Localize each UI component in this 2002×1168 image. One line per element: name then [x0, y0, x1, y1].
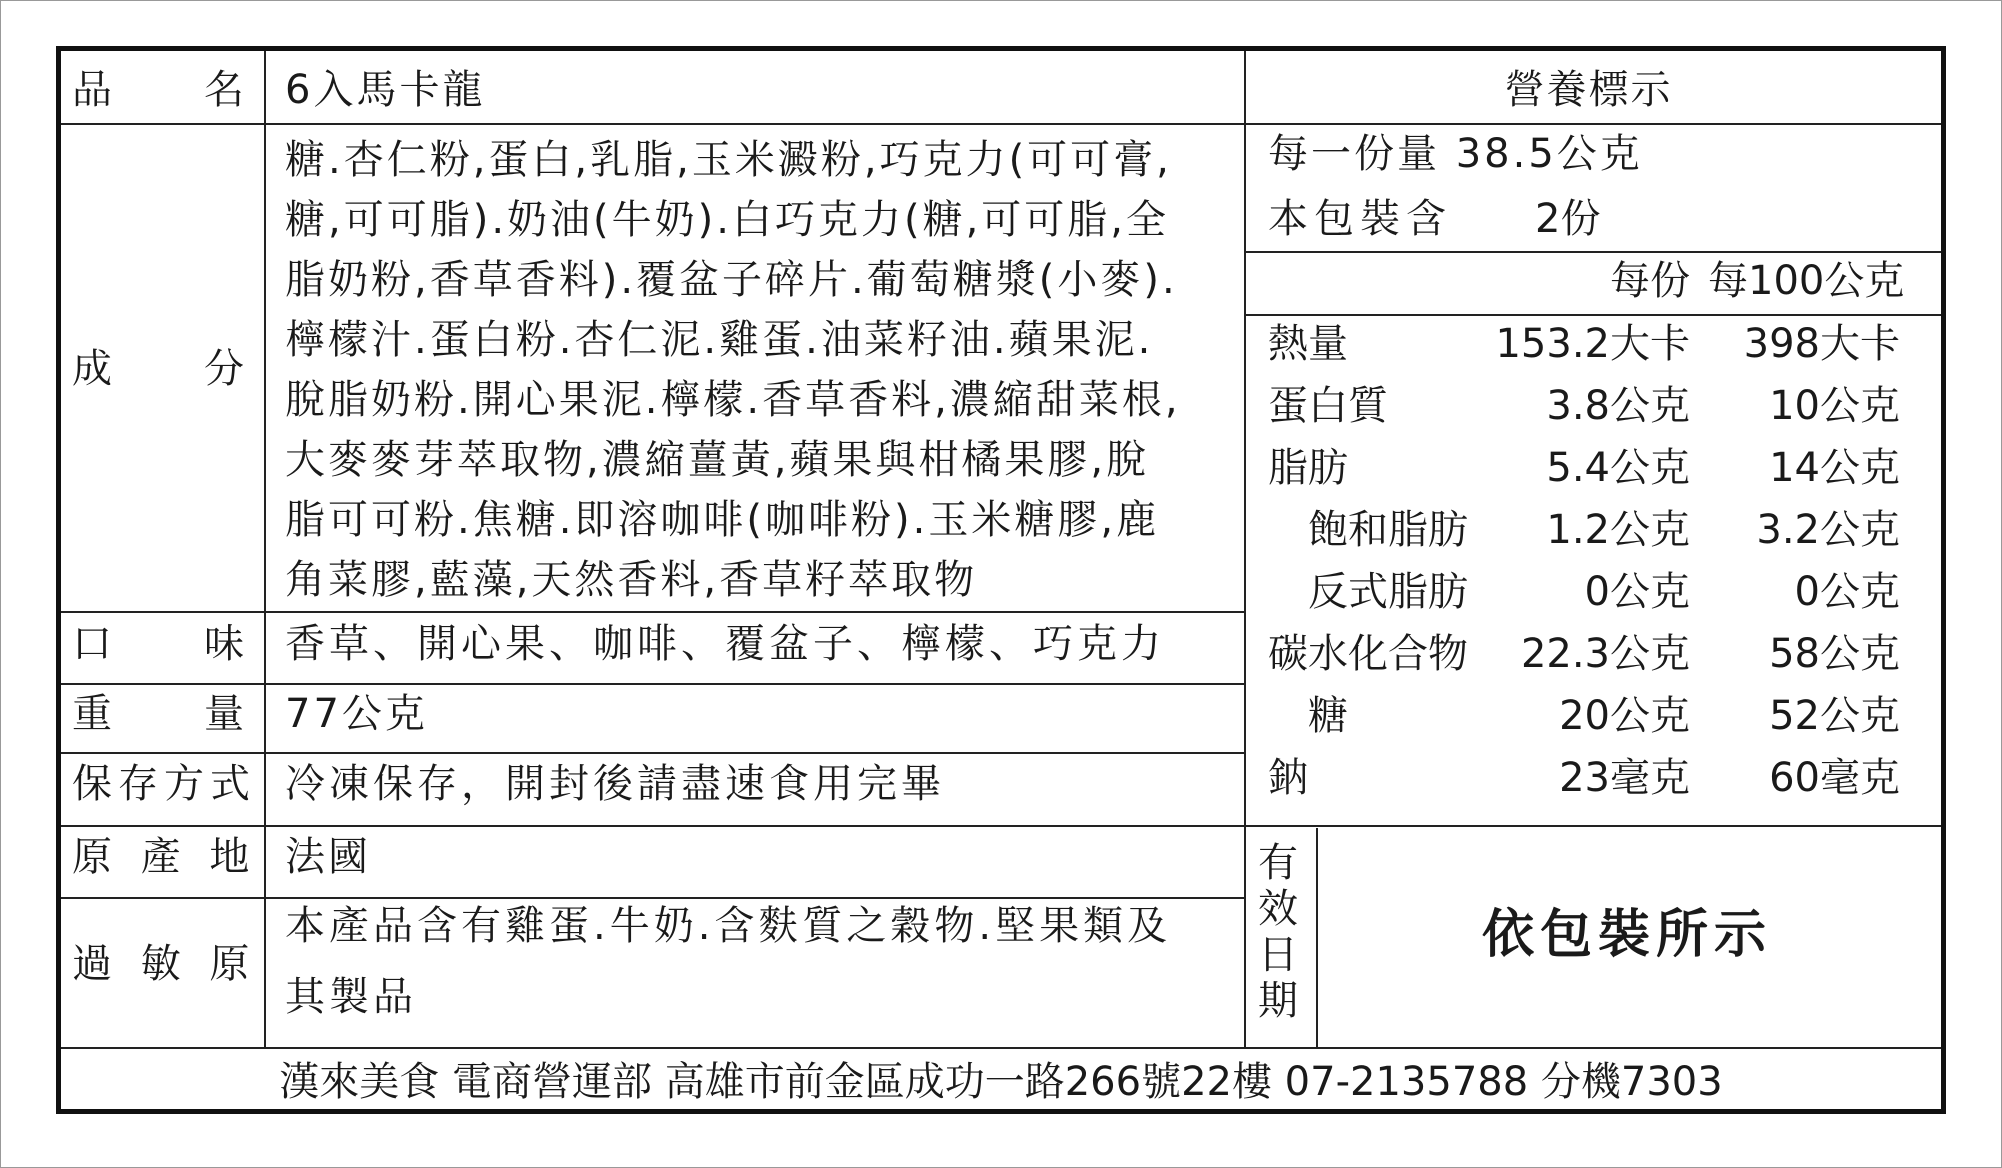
origin-value: 法國 [285, 834, 371, 880]
divider-nutrition-title [1244, 123, 1941, 125]
flavor-label: 口 味 [72, 621, 248, 667]
expiry-label-char: 有 [1258, 840, 1298, 886]
nutrient-per-100g: 0公克 [1794, 569, 1900, 615]
product-name: 6入馬卡龍 [285, 67, 486, 113]
weight-value: 77公克 [285, 691, 428, 737]
nutrient-name: 反式脂肪 [1308, 569, 1468, 615]
nutrient-name: 糖 [1308, 693, 1348, 739]
column-per-serving: 每份 [1610, 258, 1690, 304]
ingredients-line: 脂奶粉,香草香料).覆盆子碎片.葡萄糖漿(小麥). [285, 257, 1178, 303]
allergen-label: 過 敏 原 [72, 941, 258, 987]
weight-label: 重 量 [72, 691, 248, 737]
nutrient-name: 蛋白質 [1268, 383, 1388, 429]
ingredients-label: 成 分 [72, 346, 248, 392]
divider-serving-info [1244, 251, 1941, 253]
divider-row-storage [61, 825, 1246, 827]
nutrient-per-serving: 22.3公克 [1520, 631, 1690, 677]
divider-nutrition-bottom [1244, 825, 1941, 827]
storage-label: 保存方式 [72, 761, 256, 807]
divider-footer [61, 1047, 1941, 1049]
origin-label: 原 產 地 [72, 834, 258, 880]
servings-value: 2份 [1535, 196, 1601, 242]
expiry-label-char: 期 [1258, 978, 1298, 1024]
nutrient-name: 脂肪 [1268, 445, 1348, 491]
storage-value: 冷凍保存，開封後請盡速食用完畢 [285, 761, 945, 807]
divider-column-headers [1244, 314, 1941, 316]
nutrient-name: 熱量 [1268, 321, 1348, 367]
servings-label: 本包裝含 [1268, 196, 1452, 242]
serving-size: 每一份量 38.5公克 [1268, 131, 1643, 177]
nutrient-per-100g: 10公克 [1769, 383, 1900, 429]
nutrient-per-serving: 3.8公克 [1546, 383, 1690, 429]
footer-address: 漢來美食 電商營運部 高雄市前金區成功一路266號22樓 07-2135788 分機7303 [279, 1059, 1723, 1105]
product-name-label: 品 名 [72, 67, 248, 113]
ingredients-line: 大麥麥芽萃取物,濃縮薑黃,蘋果與柑橘果膠,脫 [285, 437, 1150, 483]
nutrient-per-100g: 52公克 [1769, 693, 1900, 739]
ingredients-text [285, 130, 1235, 610]
expiry-value: 依包裝所示 [1481, 905, 1772, 965]
nutrient-per-serving: 23毫克 [1559, 755, 1690, 801]
nutrient-per-serving: 5.4公克 [1546, 445, 1690, 491]
allergen-line: 本產品含有雞蛋.牛奶.含麩質之穀物.堅果類及 [285, 903, 1172, 949]
divider-row-origin [61, 897, 1246, 899]
nutrient-per-100g: 3.2公克 [1756, 507, 1900, 553]
nutrient-per-100g: 398大卡 [1743, 321, 1900, 367]
nutrient-per-serving: 20公克 [1559, 693, 1690, 739]
ingredients-line: 脂可可粉.焦糖.即溶咖啡(咖啡粉).玉米糖膠,鹿 [285, 497, 1160, 543]
column-per-100g: 每100公克 [1708, 258, 1905, 304]
nutrient-per-100g: 60毫克 [1769, 755, 1900, 801]
flavor-value: 香草、開心果、咖啡、覆盆子、檸檬、巧克力 [285, 621, 1165, 667]
nutrient-name: 碳水化合物 [1268, 631, 1468, 677]
nutrient-name: 飽和脂肪 [1308, 507, 1468, 553]
expiry-label-char: 日 [1258, 932, 1298, 978]
ingredients-line: 角菜膠,藍藻,天然香料,香草籽萃取物 [285, 557, 978, 603]
nutrient-per-serving: 153.2大卡 [1495, 321, 1690, 367]
ingredients-line: 脫脂奶粉.開心果泥.檸檬.香草香料,濃縮甜菜根, [285, 377, 1181, 423]
nutrition-title: 營養標示 [1504, 67, 1673, 113]
ingredients-line: 糖.杏仁粉,蛋白,乳脂,玉米澱粉,巧克力(可可膏, [285, 137, 1172, 183]
allergen-line: 其製品 [285, 974, 417, 1020]
nutrient-per-serving: 0公克 [1584, 569, 1690, 615]
nutrient-name: 鈉 [1268, 755, 1308, 801]
divider-row-ingredients [61, 611, 1246, 613]
expiry-label-char: 效 [1258, 886, 1298, 932]
nutrient-per-100g: 58公克 [1769, 631, 1900, 677]
ingredients-line: 檸檬汁.蛋白粉.杏仁泥.雞蛋.油菜籽油.蘋果泥. [285, 317, 1154, 363]
ingredients-line: 糖,可可脂).奶油(牛奶).白巧克力(糖,可可脂,全 [285, 197, 1169, 243]
divider-row-name [61, 123, 1246, 125]
nutrient-per-serving: 1.2公克 [1546, 507, 1690, 553]
divider-row-weight [61, 752, 1246, 754]
expiry-label [1248, 840, 1308, 1024]
divider-row-flavor [61, 683, 1246, 685]
nutrient-per-100g: 14公克 [1769, 445, 1900, 491]
